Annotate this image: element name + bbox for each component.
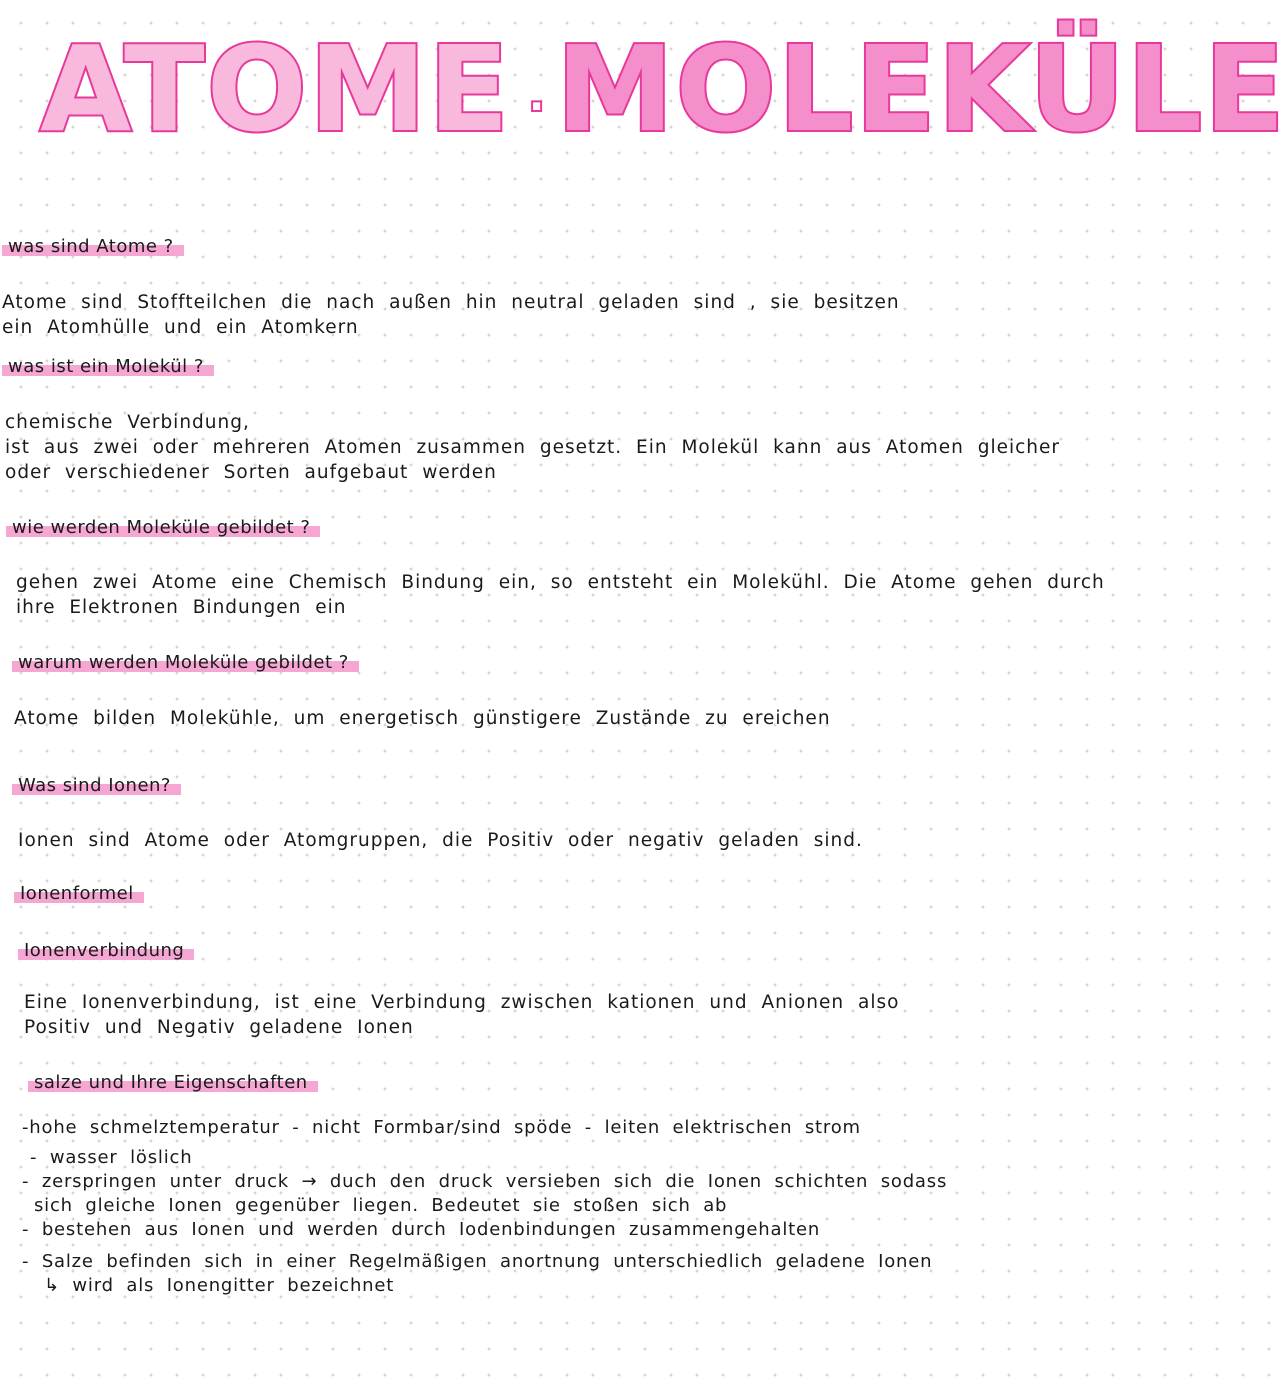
salze-list — [22, 1116, 947, 1298]
section-ionenverbindung — [18, 940, 194, 962]
section-heading: Ionenformel — [14, 883, 144, 905]
text-line: Eine Ionenverbindung, ist eine Verbindung zwischen kationen und Anionen also — [24, 992, 900, 1013]
list-item: -hohe schmelztemperatur - nicht Formbar/sind spöde - leiten elektrischen strom — [22, 1117, 861, 1138]
section-heading: wie werden Moleküle gebildet ? — [6, 517, 320, 539]
text-line: Ionen sind Atome oder Atomgruppen, die Positiv oder negativ geladen sind. — [18, 830, 863, 851]
section-heading: Ionenverbindung — [18, 940, 194, 962]
section-heading: salze und Ihre Eigenschaften — [28, 1072, 318, 1094]
section-text — [14, 706, 831, 731]
section-text — [24, 990, 899, 1040]
section-molekuel — [2, 356, 214, 378]
section-warum — [12, 652, 359, 674]
list-item: - Salze befinden sich in einer Regelmäßigen anortnung unterschiedlich geladene Ionen — [22, 1251, 933, 1272]
list-item: - bestehen aus Ionen und werden durch Iodenbindungen zusammengehalten — [22, 1219, 821, 1240]
text-line: ist aus zwei oder mehreren Atomen zusammen gesetzt. Ein Molekül kann aus Atomen gleicher — [5, 437, 1061, 458]
text-line: Atome bilden Molekühle, um energetisch günstigere Zustände zu ereichen — [14, 708, 831, 729]
section-text — [2, 290, 900, 340]
section-heading: was ist ein Molekül ? — [2, 356, 214, 378]
section-ionen — [12, 775, 181, 797]
section-heading: Was sind Ionen? — [12, 775, 181, 797]
text-line: Atome sind Stoffteilchen die nach außen hin neutral geladen sind , sie besitzen — [2, 292, 900, 313]
section-salze — [28, 1072, 318, 1094]
text-line: chemische Verbindung, — [5, 412, 250, 433]
list-item: - wasser löslich — [30, 1147, 193, 1168]
page-title — [40, 14, 1287, 164]
section-ionenformel — [14, 883, 144, 905]
title-atome: ATOME — [40, 20, 511, 158]
title-molekuele: MOLEKÜLE — [556, 20, 1287, 158]
title-separator: . — [529, 74, 547, 120]
section-atome — [2, 236, 184, 258]
text-line: ihre Elektronen Bindungen ein — [16, 597, 347, 618]
section-heading: was sind Atome ? — [2, 236, 184, 258]
text-line: Positiv und Negativ geladene Ionen — [24, 1017, 414, 1038]
section-text — [16, 570, 1105, 620]
text-line: ein Atomhülle und ein Atomkern — [2, 317, 359, 338]
section-text — [5, 410, 1060, 485]
text-line: oder verschiedener Sorten aufgebaut werden — [5, 462, 497, 483]
list-item: - zerspringen unter druck → duch den druck versieben sich die Ionen schichten sodass — [22, 1171, 948, 1192]
section-bildung — [6, 517, 320, 539]
text-line: gehen zwei Atome eine Chemisch Bindung ein, so entsteht ein Molekühl. Die Atome gehen durch — [16, 572, 1105, 593]
list-item: ↳ wird als Ionengitter bezeichnet — [44, 1275, 395, 1296]
section-heading: warum werden Moleküle gebildet ? — [12, 652, 359, 674]
section-text — [18, 828, 863, 853]
list-item: sich gleiche Ionen gegenüber liegen. Bedeutet sie stoßen sich ab — [34, 1195, 728, 1216]
